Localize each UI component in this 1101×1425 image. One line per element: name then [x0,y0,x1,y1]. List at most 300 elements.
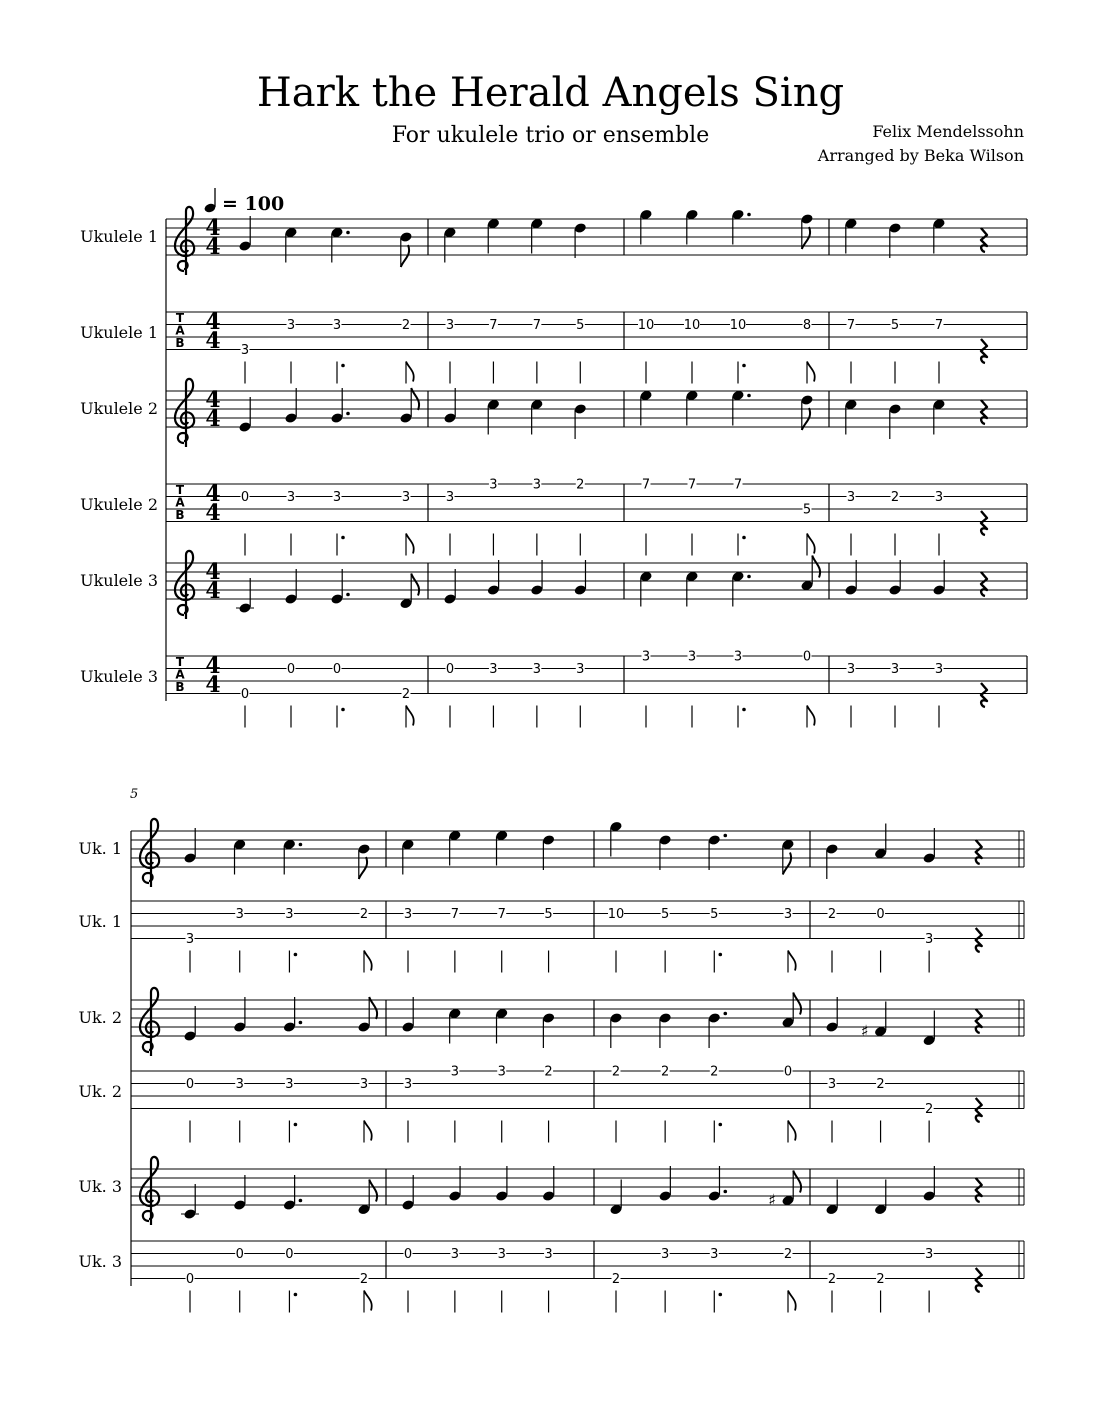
note [530,560,543,596]
note [574,560,587,596]
arranger: Arranged by Beka Wilson [817,146,1024,165]
tab-fret-number: 3 [332,490,342,505]
tab-fret-number: 3 [641,649,651,665]
quarter-rest-icon [981,511,987,535]
tab-clef-letter: B [175,336,185,350]
tab-clef-letter: B [175,680,185,694]
rhythm-dot [294,953,298,957]
tab-fret-number: 3 [576,662,585,677]
quarter-rest-icon [981,683,987,707]
tab-fret-number: 3 [661,1247,670,1262]
tab-fret-number: 3 [934,490,944,505]
tab-fret-number: 10 [683,318,701,333]
tab-fret-number: 2 [576,477,585,493]
tab-fret-number: 0 [876,907,885,922]
tab-fret-number: 2 [661,1064,670,1080]
tab-fret-number: 7 [934,318,944,333]
note [932,218,945,254]
tab-fret-number: 3 [934,662,944,677]
tab-fret-number: 3 [403,907,413,922]
tab-fret-number: 3 [846,662,856,677]
flag [812,556,820,578]
measure-number: 5 [130,787,139,802]
dot [747,394,751,398]
tab-fret-number: 2 [876,1272,885,1287]
tab-fret-number: 2 [359,907,369,922]
quarter-rest-icon [976,840,982,864]
note [284,227,297,263]
tab-fret-number: 3 [445,490,455,505]
note [448,1008,461,1044]
note [233,839,246,875]
note [542,834,555,870]
note [800,394,813,430]
tab-fret-number: 2 [876,1077,885,1092]
rhythm-flag [406,706,414,726]
tab-fret-number: 3 [489,662,498,677]
treble-clef-icon [175,551,194,619]
rhythm-dot [742,364,746,368]
note [542,1012,555,1048]
note [487,218,500,254]
tab-fret-number: 3 [532,477,541,493]
tab-rhythm-mark [364,1291,372,1313]
tab-fret-number: 3 [286,318,296,333]
time-signature-numerator: 4 [205,559,221,585]
tab-fret-number: 0 [445,662,455,677]
instrument-label: Uk. 1 [78,912,122,931]
instrument-label: Ukulele 3 [80,667,158,686]
note [574,403,587,439]
rhythm-flag [364,951,372,971]
staff-1 [78,819,1024,887]
tab-rhythm-mark [738,534,746,556]
tab-rhythm-mark [289,1291,297,1313]
tab-fret-number: 0 [783,1064,793,1080]
tab-rhythm-mark [738,706,746,728]
tab-fret-number: 7 [497,907,506,922]
time-signature-denominator: 4 [205,578,221,604]
tempo-text: = 100 [222,193,285,215]
tab-fret-number: 10 [637,318,655,333]
note [922,1166,935,1202]
dot [723,1190,727,1194]
staff-2 [80,379,1027,447]
dot [299,843,303,847]
treble-clef-icon [140,988,159,1056]
time-signature-denominator: 4 [205,671,221,698]
tab-fret-number: 3 [925,932,934,947]
treble-clef-icon [175,207,194,275]
note [825,1180,838,1216]
rhythm-dot [742,708,746,712]
tab-clef-letter: T [175,483,185,497]
note [238,216,251,252]
tab-fret-number: 2 [783,1247,793,1262]
note [888,403,901,439]
tab-fret-number: 0 [286,662,296,677]
tab-fret-number: 7 [733,477,743,493]
rhythm-dot [341,536,345,540]
instrument-label: Ukulele 2 [80,495,158,514]
tab-rhythm-mark [337,534,345,556]
tab-staff-3 [80,650,1027,728]
note [731,209,750,245]
note [487,399,500,435]
time-signature-denominator: 4 [205,234,221,260]
note [236,578,254,614]
tab-fret-number: 7 [846,318,856,333]
sharp-icon: ♯ [768,1190,776,1210]
instrument-label: Uk. 2 [78,1008,122,1027]
note [658,1166,671,1202]
note [844,560,857,596]
rhythm-flag [807,362,815,382]
tab-fret-number: 7 [641,477,651,493]
tab-fret-number: 3 [235,1077,244,1092]
treble-clef-icon [175,379,194,447]
quarter-rest-icon [976,1098,982,1122]
note [448,1166,461,1202]
note [283,839,302,875]
tab-fret-number: 7 [489,318,498,333]
system-2 [78,787,1024,1313]
note [495,1008,508,1044]
note [685,571,698,607]
staff-2 [78,988,1024,1056]
note [932,560,945,596]
rhythm-flag [788,951,796,971]
note [685,209,698,245]
note [639,209,652,245]
tab-rhythm-mark [406,706,414,728]
note [781,839,794,875]
time-signature-denominator: 4 [205,327,221,354]
tab-fret-number: 2 [359,1272,369,1287]
tab-fret-number: 2 [890,490,900,505]
tab-fret-number: 5 [802,502,812,518]
note [357,1180,377,1216]
note [487,560,500,596]
score-title: Hark the Herald Angels Sing [256,70,845,116]
dot [346,231,350,235]
rhythm-flag [364,1121,372,1141]
tab-staff-3 [78,1241,1024,1313]
note [685,390,698,426]
note [609,821,622,857]
treble-clef-icon [140,1157,159,1225]
note [888,222,901,258]
tab-fret-number: 5 [710,907,719,922]
rhythm-dot [294,1123,298,1127]
note [443,227,456,263]
tab-fret-number: 3 [827,1077,837,1092]
quarter-rest-icon [976,1178,982,1202]
note [844,399,857,435]
tab-fret-number: 0 [235,1247,244,1262]
note [284,569,297,605]
note [401,1175,414,1211]
tab-rhythm-mark [289,951,297,973]
tab-fret-number: 2 [827,1272,837,1287]
tab-fret-number: 3 [925,1247,934,1262]
instrument-label: Ukulele 2 [80,399,158,418]
tab-fret-number: 3 [489,477,498,493]
system-1 [80,188,1027,728]
tab-rhythm-mark [738,362,746,384]
tab-rhythm-mark [807,706,815,728]
tab-fret-number: 3 [445,318,455,333]
dot [747,213,751,217]
note [844,218,857,254]
note [888,560,901,596]
tab-fret-number: 2 [925,1102,934,1117]
dot [299,1021,303,1025]
tab-fret-number: 2 [544,1064,553,1080]
tab-rhythm-mark [807,534,815,556]
tab-rhythm-mark [289,1121,297,1143]
note [183,1006,196,1042]
tab-fret-number: 0 [403,1247,413,1262]
tab-clef-letter: A [175,667,185,682]
time-signature-numerator: 4 [205,387,221,413]
note [800,213,813,249]
tab-fret-number: 5 [544,907,553,922]
tab-fret-number: 0 [185,1272,195,1287]
tab-rhythm-mark [714,1291,722,1313]
dot [723,1012,727,1016]
note [825,843,838,879]
quarter-rest-icon [976,1268,982,1292]
tab-fret-number: 3 [403,1077,413,1092]
tab-fret-number: 0 [332,662,342,677]
tab-fret-number: 3 [783,907,793,922]
flag [359,857,367,879]
tab-rhythm-mark [406,534,414,556]
note [495,830,508,866]
score-subtitle: For ukulele trio or ensemble [391,123,710,148]
tab-rhythm-mark [337,706,345,728]
tab-fret-number: 3 [401,490,411,505]
note [495,1166,508,1202]
dot [723,834,727,838]
tab-fret-number: 5 [890,318,900,333]
instrument-label: Ukulele 1 [80,227,158,246]
tab-staff-1 [80,309,1027,384]
quarter-rest-icon [981,400,987,424]
instrument-label: Uk. 1 [78,839,122,858]
dot [747,575,751,579]
flag [793,993,801,1015]
instrument-label: Ukulele 3 [80,571,158,590]
tab-fret-number: 2 [401,318,411,333]
tab-clef-letter: T [175,655,185,669]
note [448,830,461,866]
tab-fret-number: 3 [359,1077,369,1092]
note [658,1012,671,1048]
note [874,824,887,860]
tab-rhythm-mark [807,362,815,384]
rhythm-flag [807,706,815,726]
rhythm-dot [718,953,722,957]
time-signature-denominator: 4 [205,406,221,432]
note [922,1011,935,1047]
tab-fret-number: 8 [802,318,812,333]
tab-fret-number: 0 [802,649,812,665]
quarter-rest-icon [981,228,987,252]
rhythm-flag [364,1291,372,1311]
tab-fret-number: 10 [607,907,625,922]
note [708,834,727,870]
note [357,843,370,879]
note [609,1012,622,1048]
tab-fret-number: 3 [532,662,541,677]
note [530,218,543,254]
tab-fret-number: 0 [240,687,250,702]
note [443,388,456,424]
rhythm-flag [406,534,414,554]
tab-clef [175,311,185,350]
note [639,571,652,607]
staff-3 [78,1157,1024,1225]
note [932,399,945,435]
flag [783,853,791,875]
tab-fret-number: 0 [285,1247,294,1262]
flag [793,1171,801,1193]
tab-clef-letter: B [175,508,185,522]
dot [346,412,350,416]
instrument-label: Uk. 3 [78,1177,122,1196]
note [181,1184,199,1220]
rhythm-dot [341,364,345,368]
tab-fret-number: 3 [235,907,244,922]
tab-rhythm-mark [406,362,414,384]
tab-fret-number: 3 [687,649,697,665]
note [330,227,349,263]
note [399,231,412,267]
note [731,571,750,607]
tab-fret-number: 2 [710,1064,719,1080]
tab-rhythm-mark [788,1121,796,1143]
rhythm-flag [807,534,815,554]
tab-fret-number: 0 [185,1077,195,1092]
note [574,222,587,258]
tab-fret-number: 3 [240,343,250,358]
tab-rhythm-mark [788,951,796,973]
tab-fret-number: 7 [687,477,697,493]
composer: Felix Mendelssohn [872,122,1024,141]
treble-clef-icon [140,819,159,887]
note [233,997,246,1033]
tab-fret-number: 3 [285,1077,294,1092]
note [443,569,456,605]
note [922,828,935,864]
quarter-rest-icon [981,572,987,596]
note [781,993,801,1029]
time-signature-numerator: 4 [205,652,221,679]
tab-clef-letter: A [175,495,185,510]
tab-rhythm-mark [364,951,372,973]
tab-fret-number: 2 [827,907,837,922]
tab-fret-number: 3 [285,907,294,922]
tab-fret-number: 3 [185,932,195,947]
tab-fret-number: 10 [729,318,747,333]
time-signature-denominator: 4 [205,499,221,526]
note [183,828,196,864]
sharp-icon: ♯ [860,1021,869,1041]
note [609,1180,622,1216]
rhythm-flag [406,362,414,382]
rhythm-flag [788,1121,796,1141]
flag [411,574,419,596]
tab-fret-number: 3 [544,1247,553,1262]
staff-1 [80,207,1027,275]
note [284,388,297,424]
tab-fret-number: 7 [450,907,459,922]
rhythm-flag [788,1291,796,1311]
dot [299,1199,303,1203]
tab-fret-number: 3 [497,1247,506,1262]
tab-fret-number: 3 [450,1064,459,1080]
time-signature-numerator: 4 [205,215,221,241]
note [401,839,414,875]
flag [369,1180,377,1202]
note [825,997,838,1033]
tab-fret-number: 0 [240,490,250,505]
tab-fret-number: 5 [576,318,585,333]
note [768,1171,801,1210]
note [639,390,652,426]
instrument-label: Uk. 2 [78,1082,122,1101]
time-signature-numerator: 4 [205,308,221,335]
tab-fret-number: 7 [532,318,541,333]
tab-rhythm-mark [714,1121,722,1143]
tab-clef-letter: A [175,323,185,338]
note [731,390,750,426]
note [861,1002,888,1041]
note [401,997,414,1033]
tab-clef [175,655,185,694]
rhythm-dot [742,536,746,540]
tab-clef-letter: T [175,311,185,325]
tab-staff-1 [78,901,1024,973]
instrument-label: Uk. 3 [78,1252,122,1271]
tab-fret-number: 5 [661,907,670,922]
time-signature-numerator: 4 [205,480,221,507]
note [399,574,419,610]
tab-fret-number: 3 [450,1247,459,1262]
tab-fret-number: 3 [846,490,856,505]
tab-fret-number: 3 [890,662,900,677]
tab-rhythm-mark [364,1121,372,1143]
note [708,1012,727,1048]
tab-fret-number: 3 [733,649,743,665]
tab-rhythm-mark [337,362,345,384]
note [238,397,251,433]
note [874,1180,887,1216]
note [530,399,543,435]
dot [346,593,350,597]
tab-rhythm-mark [714,951,722,973]
rhythm-dot [718,1123,722,1127]
note [233,1175,246,1211]
tempo-marking [203,188,284,215]
tab-fret-number: 3 [332,318,342,333]
note [658,834,671,870]
tab-fret-number: 3 [497,1064,506,1080]
note [800,556,820,592]
tab-fret-number: 2 [611,1272,621,1287]
